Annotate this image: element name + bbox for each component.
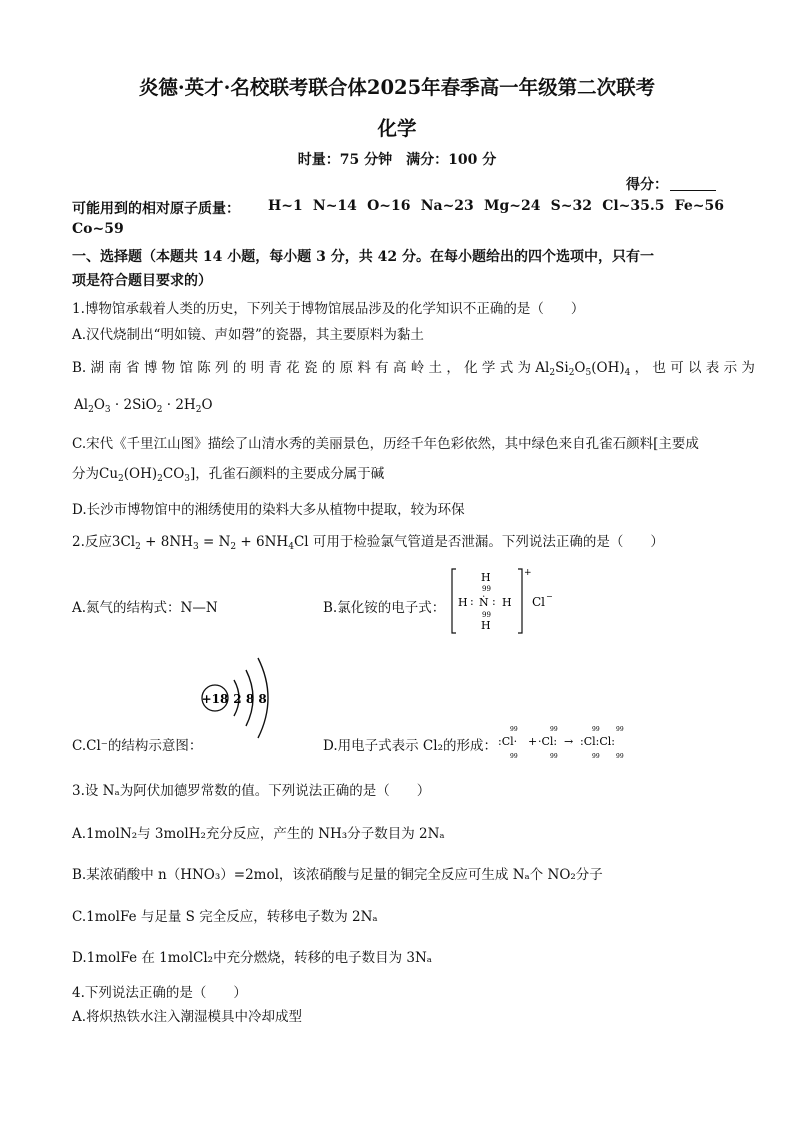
question-2-option-c[interactable]: C.Cl⁻的结构示意图： <box>72 738 203 754</box>
option-text: 分为 <box>72 466 99 482</box>
question-3-option-a[interactable]: A.1molN₂与 3molH₂充分反应，产生的 NH₃分子数目为 2Nₐ <box>72 826 445 842</box>
svg-text:−: − <box>546 592 553 601</box>
option-text: ， 也 可 以 表 示 为 <box>634 360 755 376</box>
atomic-mass-label: 可能用到的相对原子质量： <box>72 201 240 217</box>
question-1-stem: 1.博物馆承载着人类的历史，下列关于博物馆展品涉及的化学知识不正确的是（ ） <box>72 301 585 317</box>
svg-text:+: + <box>528 735 538 748</box>
svg-text:99: 99 <box>550 753 558 760</box>
svg-text:+: + <box>524 568 532 578</box>
svg-text:99: 99 <box>482 611 491 619</box>
question-1-option-c-cont <box>72 462 384 484</box>
atomic-mass-item: N~14 <box>312 198 357 214</box>
question-3-option-d[interactable]: D.1molFe 在 1molCl₂中充分燃烧，转移的电子数目为 3Nₐ <box>72 950 432 966</box>
svg-text:99: 99 <box>510 726 518 733</box>
formula-kaolinite: $Al_2Si_2O_5(OH)_4$ <box>535 360 631 378</box>
atomic-mass-item: S~32 <box>550 198 592 214</box>
question-3-stem: 3.设 Nₐ为阿伏加德罗常数的值。下列说法正确的是（ ） <box>72 783 431 799</box>
atomic-mass-item: Cl~35.5 <box>602 198 665 214</box>
atomic-mass-item: Fe~56 <box>674 198 724 214</box>
svg-text:99: 99 <box>510 753 518 760</box>
section-heading: 一、选择题（本题共 14 小题，每小题 3 分，共 42 分。在每小题给出的四个选项中，只有一 <box>72 249 654 265</box>
shell-electrons: 2 8 8 <box>233 692 267 706</box>
subject-title: 化学 <box>377 117 417 140</box>
question-1-option-a[interactable]: A.汉代烧制出“明如镜、声如磬”的瓷器，其主要原料为黏土 <box>72 327 424 343</box>
reaction-equation: $3Cl_2 + 8NH_3 = N_2 + 6NH_4Cl$ <box>111 534 313 552</box>
question-1-option-c[interactable]: C.宋代《千里江山图》描绘了山清水秀的美丽景色，历经千年色彩依然，其中绿色来自孔雀石颜料[主要成 <box>72 436 699 452</box>
question-3-option-c[interactable]: C.1molFe 与足量 S 完全反应，转移电子数为 2Nₐ <box>72 909 378 925</box>
svg-text::Cl·: :Cl· <box>498 735 518 748</box>
atomic-mass-item: Na~23 <box>420 198 474 214</box>
nucleus-charge: +18 <box>201 692 229 706</box>
section-heading-cont: 项是符合题目要求的） <box>72 273 212 289</box>
score-blank[interactable] <box>670 176 716 191</box>
atomic-mass-item: O~16 <box>367 198 411 214</box>
atomic-mass-item: Co~59 <box>72 221 124 237</box>
question-3-option-b[interactable]: B.某浓硝酸中 n（HNO₃）=2mol，该浓硝酸与足量的铜完全反应可生成 Nₐ个 NO₂分子 <box>72 867 603 883</box>
score-field <box>626 174 716 194</box>
atomic-mass-item: H~1 <box>268 198 303 214</box>
svg-text:·Cl:: ·Cl: <box>538 735 558 748</box>
svg-text:H: H <box>458 596 468 609</box>
question-1-option-d[interactable]: D.长沙市博物馆中的湘绣使用的染料大多从植物中提取，较为环保 <box>72 502 465 518</box>
question-2-stem <box>72 530 664 552</box>
question-2-option-d[interactable]: D.用电子式表示 Cl₂的形成： <box>323 738 497 754</box>
option-text: ，孔雀石颜料的主要成分属于碱 <box>195 466 385 482</box>
option-text: B. 湖 南 省 博 物 馆 陈 列 的 明 青 花 瓷 的 原 料 有 高 岭 土 ， 化 学 式 为 <box>72 360 531 376</box>
svg-text:99: 99 <box>616 753 624 760</box>
svg-text:Ṅ: Ṅ <box>479 596 489 609</box>
question-4-option-a[interactable]: A.将炽热铁水注入潮湿模具中冷却成型 <box>72 1009 303 1025</box>
svg-text:H: H <box>502 596 512 609</box>
stem-text: 2.反应 <box>72 534 112 550</box>
question-1-option-b[interactable] <box>72 356 755 378</box>
svg-text:H: H <box>481 619 491 632</box>
atomic-mass-list <box>268 198 724 214</box>
question-4-stem: 4.下列说法正确的是（ ） <box>72 985 247 1001</box>
stem-text: 可用于检验氯气管道是否泄漏。下列说法正确的是（ ） <box>312 534 664 550</box>
svg-text:99: 99 <box>550 726 558 733</box>
chloride-ion-structure-diagram <box>196 650 286 746</box>
svg-text:99: 99 <box>592 726 600 733</box>
question-2-option-b[interactable]: B.氯化铵的电子式： <box>323 600 446 616</box>
question-2-option-a[interactable]: A.氮气的结构式：N—N <box>72 600 218 616</box>
score-label: 得分： <box>626 177 668 193</box>
svg-text:99: 99 <box>482 585 491 593</box>
formula-oxide-form: $Al_2O_3 \cdot 2SiO_2 \cdot 2H_2O$ <box>74 397 213 415</box>
svg-text:99: 99 <box>592 753 600 760</box>
svg-text:99: 99 <box>616 726 624 733</box>
svg-text::: : <box>492 595 496 608</box>
svg-text::Cl:Cl:: :Cl:Cl: <box>580 735 615 748</box>
ammonium-chloride-electron-formula <box>448 565 568 637</box>
svg-text:Cl: Cl <box>532 595 546 609</box>
exam-timing: 时量：75 分钟 满分：100 分 <box>297 152 497 168</box>
atomic-mass-item: Mg~24 <box>483 198 541 214</box>
svg-text:H: H <box>481 571 491 584</box>
exam-title: 炎德·英才·名校联考联合体2025年春季高一年级第二次联考 <box>138 76 656 99</box>
chlorine-formation-electron-formula <box>498 722 648 760</box>
svg-text::: : <box>470 595 474 608</box>
formula-malachite: $Cu_2(OH)_2CO_3$] <box>99 466 196 484</box>
svg-text:→: → <box>564 735 574 748</box>
